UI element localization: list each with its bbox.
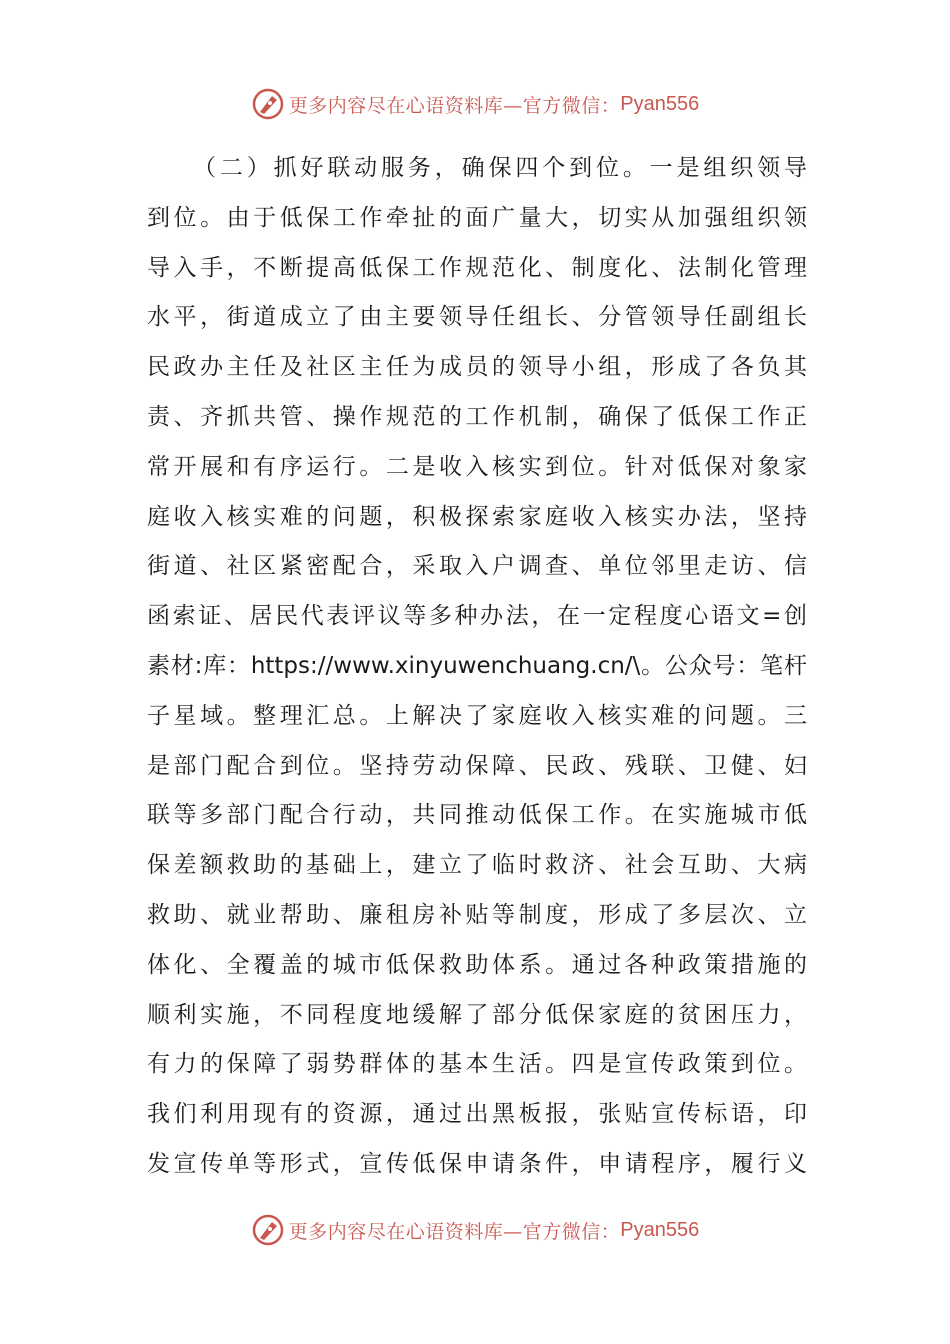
paragraph-line: 是部门配合到位。坚持劳动保障、民政、残联、卫健、妇 [147,752,807,779]
document-paragraph [147,144,807,1190]
paragraph-line: 我们利用现有的资源，通过出黑板报，张贴宣传标语，印 [147,1101,807,1128]
paragraph-line: 保差额救助的基础上，建立了临时救济、社会互助、大病 [147,852,807,879]
watermark-wechat-id: Pyan556 [620,92,700,115]
pen-nib-logo-icon [251,87,285,121]
paragraph-line: 发宣传单等形式，宣传低保申请条件，申请程序，履行义 [147,1150,807,1177]
watermark-text: 更多内容尽在心语资料库—官方微信： [288,94,621,117]
paragraph-line: 责、齐抓共管、操作规范的工作机制，确保了低保工作正 [147,403,807,430]
paragraph-line: 联等多部门配合行动，共同推动低保工作。在实施城市低 [147,802,807,829]
paragraph-line: 到位。由于低保工作牵扯的面广量大，切实从加强组织领 [147,204,807,231]
paragraph-line: 体化、全覆盖的城市低保救助体系。通过各种政策措施的 [147,951,807,978]
paragraph-line: 救助、就业帮助、廉租房补贴等制度，形成了多层次、立 [147,901,807,928]
paragraph-line: 庭收入核实难的问题，积极探索家庭收入核实办法，坚持 [147,503,807,530]
paragraph-line: 素材:库：https://www.xinyuwenchuang.cn/\。公众号：笔杆 [147,652,807,679]
paragraph-line: 导入手，不断提高低保工作规范化、制度化、法制化管理 [147,254,807,281]
paragraph-line: 街道、社区紧密配合，采取入户调查、单位邻里走访、信 [147,553,807,580]
paragraph-line: 常开展和有序运行。二是收入核实到位。针对低保对象家 [147,453,807,480]
paragraph-line: 顺利实施，不同程度地缓解了部分低保家庭的贫困压力， [147,1001,807,1028]
paragraph-line: （二）抓好联动服务，确保四个到位。一是组织领导 [193,155,807,181]
watermark-text: 更多内容尽在心语资料库—官方微信： [288,1220,621,1243]
paragraph-line: 函索证、居民代表评议等多种办法，在一定程度心语文=创 [147,603,807,630]
paragraph-line: 民政办主任及社区主任为成员的领导小组，形成了各负其 [147,354,807,381]
pen-nib-logo-icon [251,1213,285,1247]
paragraph-line: 水平，街道成立了由主要领导任组长、分管领导任副组长 [147,304,807,331]
paragraph-line: 有力的保障了弱势群体的基本生活。四是宣传政策到位。 [147,1051,807,1078]
footer-watermark [0,1210,950,1250]
header-watermark [0,84,950,124]
paragraph-line: 子星域。整理汇总。上解决了家庭收入核实难的问题。三 [147,702,807,729]
watermark-wechat-id: Pyan556 [620,1218,700,1241]
